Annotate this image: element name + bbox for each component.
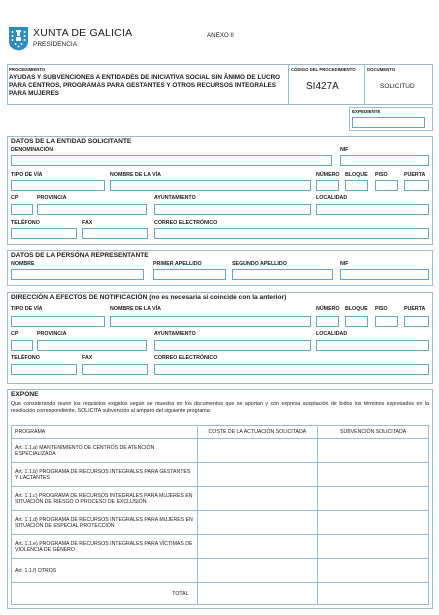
coste-cell[interactable] [197,535,318,559]
notif-nombre-via-label: NOMBRE DE LA VÍA [110,306,162,312]
total-label: TOTAL [12,583,198,605]
rep-nombre-label: NOMBRE [11,261,35,267]
entity-correo-label: CORREO ELECTRÓNICO [154,220,218,226]
program-label: Art. 1.1.f) OTROS [12,559,198,583]
coste-cell[interactable] [197,511,318,535]
col-header-subvencion: SUBVENCIÓN SOLICITADA [318,426,429,439]
org-department: PRESIDENCIA [33,41,78,48]
entity-ayuntamiento-field[interactable] [154,204,311,215]
procedure-code-value: SI427A [306,81,339,92]
notif-numero-field[interactable] [316,316,339,327]
subvencion-cell[interactable] [318,439,429,463]
program-table [11,425,429,605]
entity-correo-field[interactable] [154,228,429,239]
notif-telefono-field[interactable] [11,364,77,375]
entity-tipo-via-field[interactable] [11,180,105,191]
program-table-header [12,426,429,439]
program-label: Art. 1.1.d) PROGRAMA DE RECURSOS INTEGRALES PARA MUJERES EN SITUACIÓN DE ESPECIAL PROTECCIÓN [12,511,198,535]
program-label: Art. 1.1.b) PROGRAMA DE RECURSOS INTEGRALES PARA GESTANTES Y LACTANTES [12,463,198,487]
expone-title: EXPONE [11,391,39,398]
entity-nif-field[interactable] [340,155,429,166]
entity-provincia-field[interactable] [37,204,147,215]
entity-denominacion-field[interactable] [11,155,332,166]
rep-nif-label: NIF [340,261,349,267]
notif-ayuntamiento-field[interactable] [154,340,311,351]
notif-provincia-field[interactable] [37,340,147,351]
file-label: EXPEDIENTE [352,109,381,114]
notif-correo-label: CORREO ELECTRÓNICO [154,355,218,361]
entity-tipo-via-label: TIPO DE VÍA [11,172,43,178]
table-row [12,535,429,559]
rep-primer-apellido-label: PRIMER APELLIDO [153,261,202,267]
procedure-label: PROCEDIMIENTO [9,67,46,72]
notif-localidad-field[interactable] [316,340,429,351]
subvencion-cell[interactable] [318,559,429,583]
notif-localidad-label: LOCALIDAD [316,331,348,337]
entity-section-title: DATOS DE LA ENTIDAD SOLICITANTE [11,138,132,145]
notif-nombre-via-field[interactable] [110,316,311,327]
subvencion-cell[interactable] [318,511,429,535]
entity-fax-label: FAX [82,220,93,226]
table-row [12,559,429,583]
entity-localidad-field[interactable] [316,204,429,215]
annex-label: ANEXO II [207,32,234,39]
total-coste-cell[interactable] [197,583,318,605]
entity-fax-field[interactable] [82,228,148,239]
representative-section-title: DATOS DE LA PERSONA REPRESENTANTE [11,252,149,259]
document-label: DOCUMENTO [367,67,396,72]
total-subvencion-cell[interactable] [318,583,429,605]
entity-provincia-label: PROVINCIA [37,195,67,201]
entity-nif-label: NIF [340,147,349,153]
notif-puerta-label: PUERTA [404,306,426,312]
col-header-coste: COSTE DE LA ACTUACIÓN SOLICITADA [197,426,318,439]
expone-text: Que considerando reunir los requisitos exigidos según se muestra en los documentos que se aportan y con expresa aceptación de todos los términos expresados en la resolución correspondiente, SOLICITA subvención al amparo del siguiente programa: [11,401,429,414]
entity-bloque-field[interactable] [345,180,368,191]
notif-tipo-via-field[interactable] [11,316,105,327]
subvencion-cell[interactable] [318,463,429,487]
notif-cp-label: CP [11,331,19,337]
rep-nombre-field[interactable] [11,269,144,280]
entity-nombre-via-field[interactable] [110,180,311,191]
rep-segundo-apellido-label: SEGUNDO APELLIDO [232,261,287,267]
notif-fax-label: FAX [82,355,93,361]
entity-telefono-field[interactable] [11,228,77,239]
subvencion-cell[interactable] [318,487,429,511]
entity-telefono-label: TELÉFONO [11,220,40,226]
file-number-field[interactable] [352,117,425,128]
entity-puerta-field[interactable] [404,180,429,191]
entity-numero-label: NÚMERO [316,172,340,178]
org-name: XUNTA DE GALICIA [33,27,133,39]
document-value: SOLICITUD [380,83,415,90]
entity-piso-field[interactable] [375,180,398,191]
coste-cell[interactable] [197,559,318,583]
entity-cp-label: CP [11,195,19,201]
total-row [12,583,429,605]
notif-piso-label: PISO [375,306,388,312]
notif-provincia-label: PROVINCIA [37,331,67,337]
col-header-programa: PROGRAMA [12,426,198,439]
program-label: Art. 1.1.e) PROGRAMA DE RECURSOS INTEGRALES PARA VÍCTIMAS DE VIOLENCIA DE GÉNERO [12,535,198,559]
table-row [12,463,429,487]
xunta-logo [8,26,29,51]
table-row [12,439,429,463]
entity-puerta-label: PUERTA [404,172,426,178]
table-row [12,487,429,511]
rep-primer-apellido-field[interactable] [153,269,226,280]
procedure-title: AYUDAS Y SUBVENCIONES A ENTIDADES DE INICIATIVA SOCIAL SIN ÁNIMO DE LUCRO PARA CENTROS, PROGRAMAS PARA GESTANTES Y OTROS RECURSOS INTEGRALES PARA MUJERES [9,74,281,97]
program-label: Art. 1.1.a) MANTENIMIENTO DE CENTROS DE ATENCIÓN ESPECIALIZADA [12,439,198,463]
entity-bloque-label: BLOQUE [345,172,368,178]
notif-ayuntamiento-label: AYUNTAMIENTO [154,331,196,337]
notif-correo-field[interactable] [154,364,429,375]
entity-numero-field[interactable] [316,180,339,191]
rep-segundo-apellido-field[interactable] [232,269,333,280]
entity-cp-field[interactable] [11,204,33,215]
subvencion-cell[interactable] [318,535,429,559]
notif-numero-label: NÚMERO [316,306,340,312]
entity-piso-label: PISO [375,172,388,178]
procedure-code-label: CÓDIGO DEL PROCEDIMIENTO [291,67,356,72]
entity-nombre-via-label: NOMBRE DE LA VÍA [110,172,162,178]
entity-localidad-label: LOCALIDAD [316,195,348,201]
notif-telefono-label: TELÉFONO [11,355,40,361]
notif-bloque-field[interactable] [345,316,368,327]
notif-cp-field[interactable] [11,340,33,351]
entity-denominacion-label: DENOMINACIÓN [11,147,54,153]
notif-fax-field[interactable] [82,364,148,375]
notif-tipo-via-label: TIPO DE VÍA [11,306,43,312]
notif-bloque-label: BLOQUE [345,306,368,312]
coste-cell[interactable] [197,439,318,463]
program-label: Art. 1.1.c) PROGRAMA DE RECURSOS INTEGRALES PARA MUJERES EN SITUACIÓN DE RIESGO O PROCESO DE EXCLUSIÓN [12,487,198,511]
notif-piso-field[interactable] [375,316,398,327]
entity-ayuntamiento-label: AYUNTAMIENTO [154,195,196,201]
coste-cell[interactable] [197,463,318,487]
notif-puerta-field[interactable] [404,316,429,327]
notification-section-title: DIRECCIÓN A EFECTOS DE NOTIFICACIÓN (no es necesaria si coincide con la anterior) [11,294,287,301]
galicia-shield-icon [8,26,29,51]
table-row [12,511,429,535]
coste-cell[interactable] [197,487,318,511]
rep-nif-field[interactable] [340,269,429,280]
